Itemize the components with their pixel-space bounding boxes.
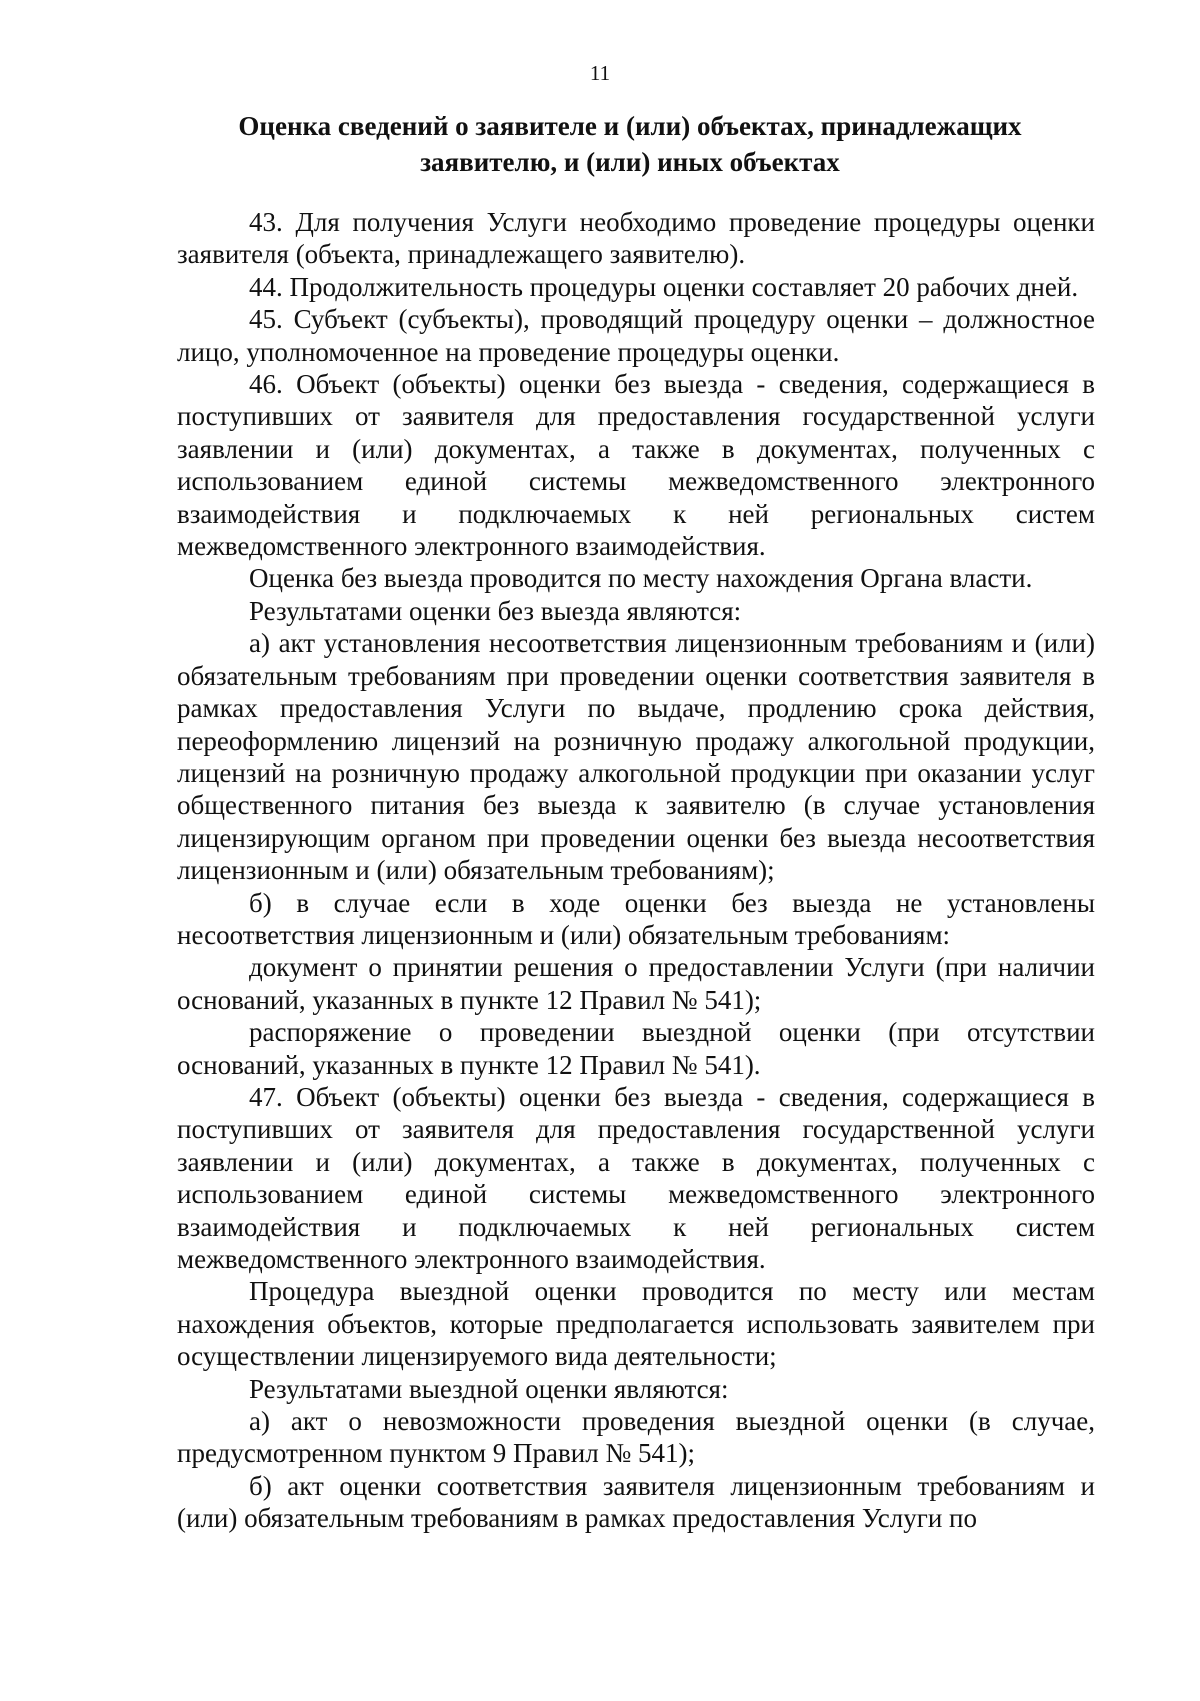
- section-heading: Оценка сведений о заявителе и (или) объектах, принадлежащих заявителю, и (или) иных объектах: [238, 111, 1022, 177]
- paragraph-46-result-b-decision: документ о принятии решения о предоставлении Услуги (при наличии оснований, указанных в пункте 12 Правил № 541);: [177, 952, 1095, 1015]
- paragraph-46-location: Оценка без выезда проводится по месту нахождения Органа власти.: [249, 563, 1033, 594]
- paragraph-47-result-a: а) акт о невозможности проведения выездной оценки (в случае, предусмотренном пунктом 9 Правил № 541);: [177, 1406, 1095, 1469]
- paragraph-47-procedure: Процедура выездной оценки проводится по месту или местам нахождения объектов, которые предполагается использовать заявителем при осуществлении лицензируемого вида деятельности;: [177, 1276, 1095, 1372]
- paragraph-44: 44. Продолжительность процедуры оценки составляет 20 рабочих дней.: [249, 271, 1079, 302]
- paragraph-46-results-intro: Результатами оценки без выезда являются:: [249, 595, 742, 626]
- paragraph-47-result-b: б) акт оценки соответствия заявителя лицензионным требованиям и (или) обязательным требованиям в рамках предоставления Услуги по: [177, 1470, 1095, 1534]
- document-body: [177, 206, 1095, 1535]
- paragraph-46-result-b-order: распоряжение о проведении выездной оценки (при отсутствии оснований, указанных в пункте 12 Правил № 541).: [177, 1017, 1095, 1080]
- page-number: 11: [589, 61, 611, 85]
- paragraph-46-result-a: а) акт установления несоответствия лицензионным требованиям и (или) обязательным требованиям при проведении оценки соответствия заявителя в рамках предоставления Услуги по выдаче, продлению срока действия, переоформлению лицензий на розничную продажу алкогольной продукции, лицензий на розничную продажу алкогольной продукции при оказании услуг общественного питания без выезда к заявителю (в случае установления лицензирующим органом при проведении оценки без выезда несоответствия лицензионным и (или) обязательным требованиям);: [177, 628, 1095, 886]
- paragraph-43: 43. Для получения Услуги необходимо проведение процедуры оценки заявителя (объекта, принадлежащего заявителю).: [177, 207, 1095, 270]
- paragraph-47-results-intro: Результатами выездной оценки являются:: [249, 1373, 729, 1404]
- paragraph-45: 45. Субъект (субъекты), проводящий процедуру оценки – должностное лицо, уполномоченное на проведение процедуры оценки.: [177, 304, 1095, 367]
- paragraph-46-result-b: б) в случае если в ходе оценки без выезда не установлены несоответствия лицензионным и (или) обязательным требованиям:: [177, 887, 1095, 950]
- paragraph-47: 47. Объект (объекты) оценки без выезда - сведения, содержащиеся в поступивших от заявителя для предоставления государственной услуги заявлении и (или) документах, а также в документах, полученных с использованием единой системы межведомственного электронного взаимодействия и подключаемых к ней региональных систем межведомственного электронного взаимодействия.: [177, 1081, 1095, 1274]
- paragraph-46: 46. Объект (объекты) оценки без выезда - сведения, содержащиеся в поступивших от заявителя для предоставления государственной услуги заявлении и (или) документах, а также в документах, полученных с использованием единой системы межведомственного электронного взаимодействия и подключаемых к ней региональных систем межведомственного электронного взаимодействия.: [177, 369, 1095, 562]
